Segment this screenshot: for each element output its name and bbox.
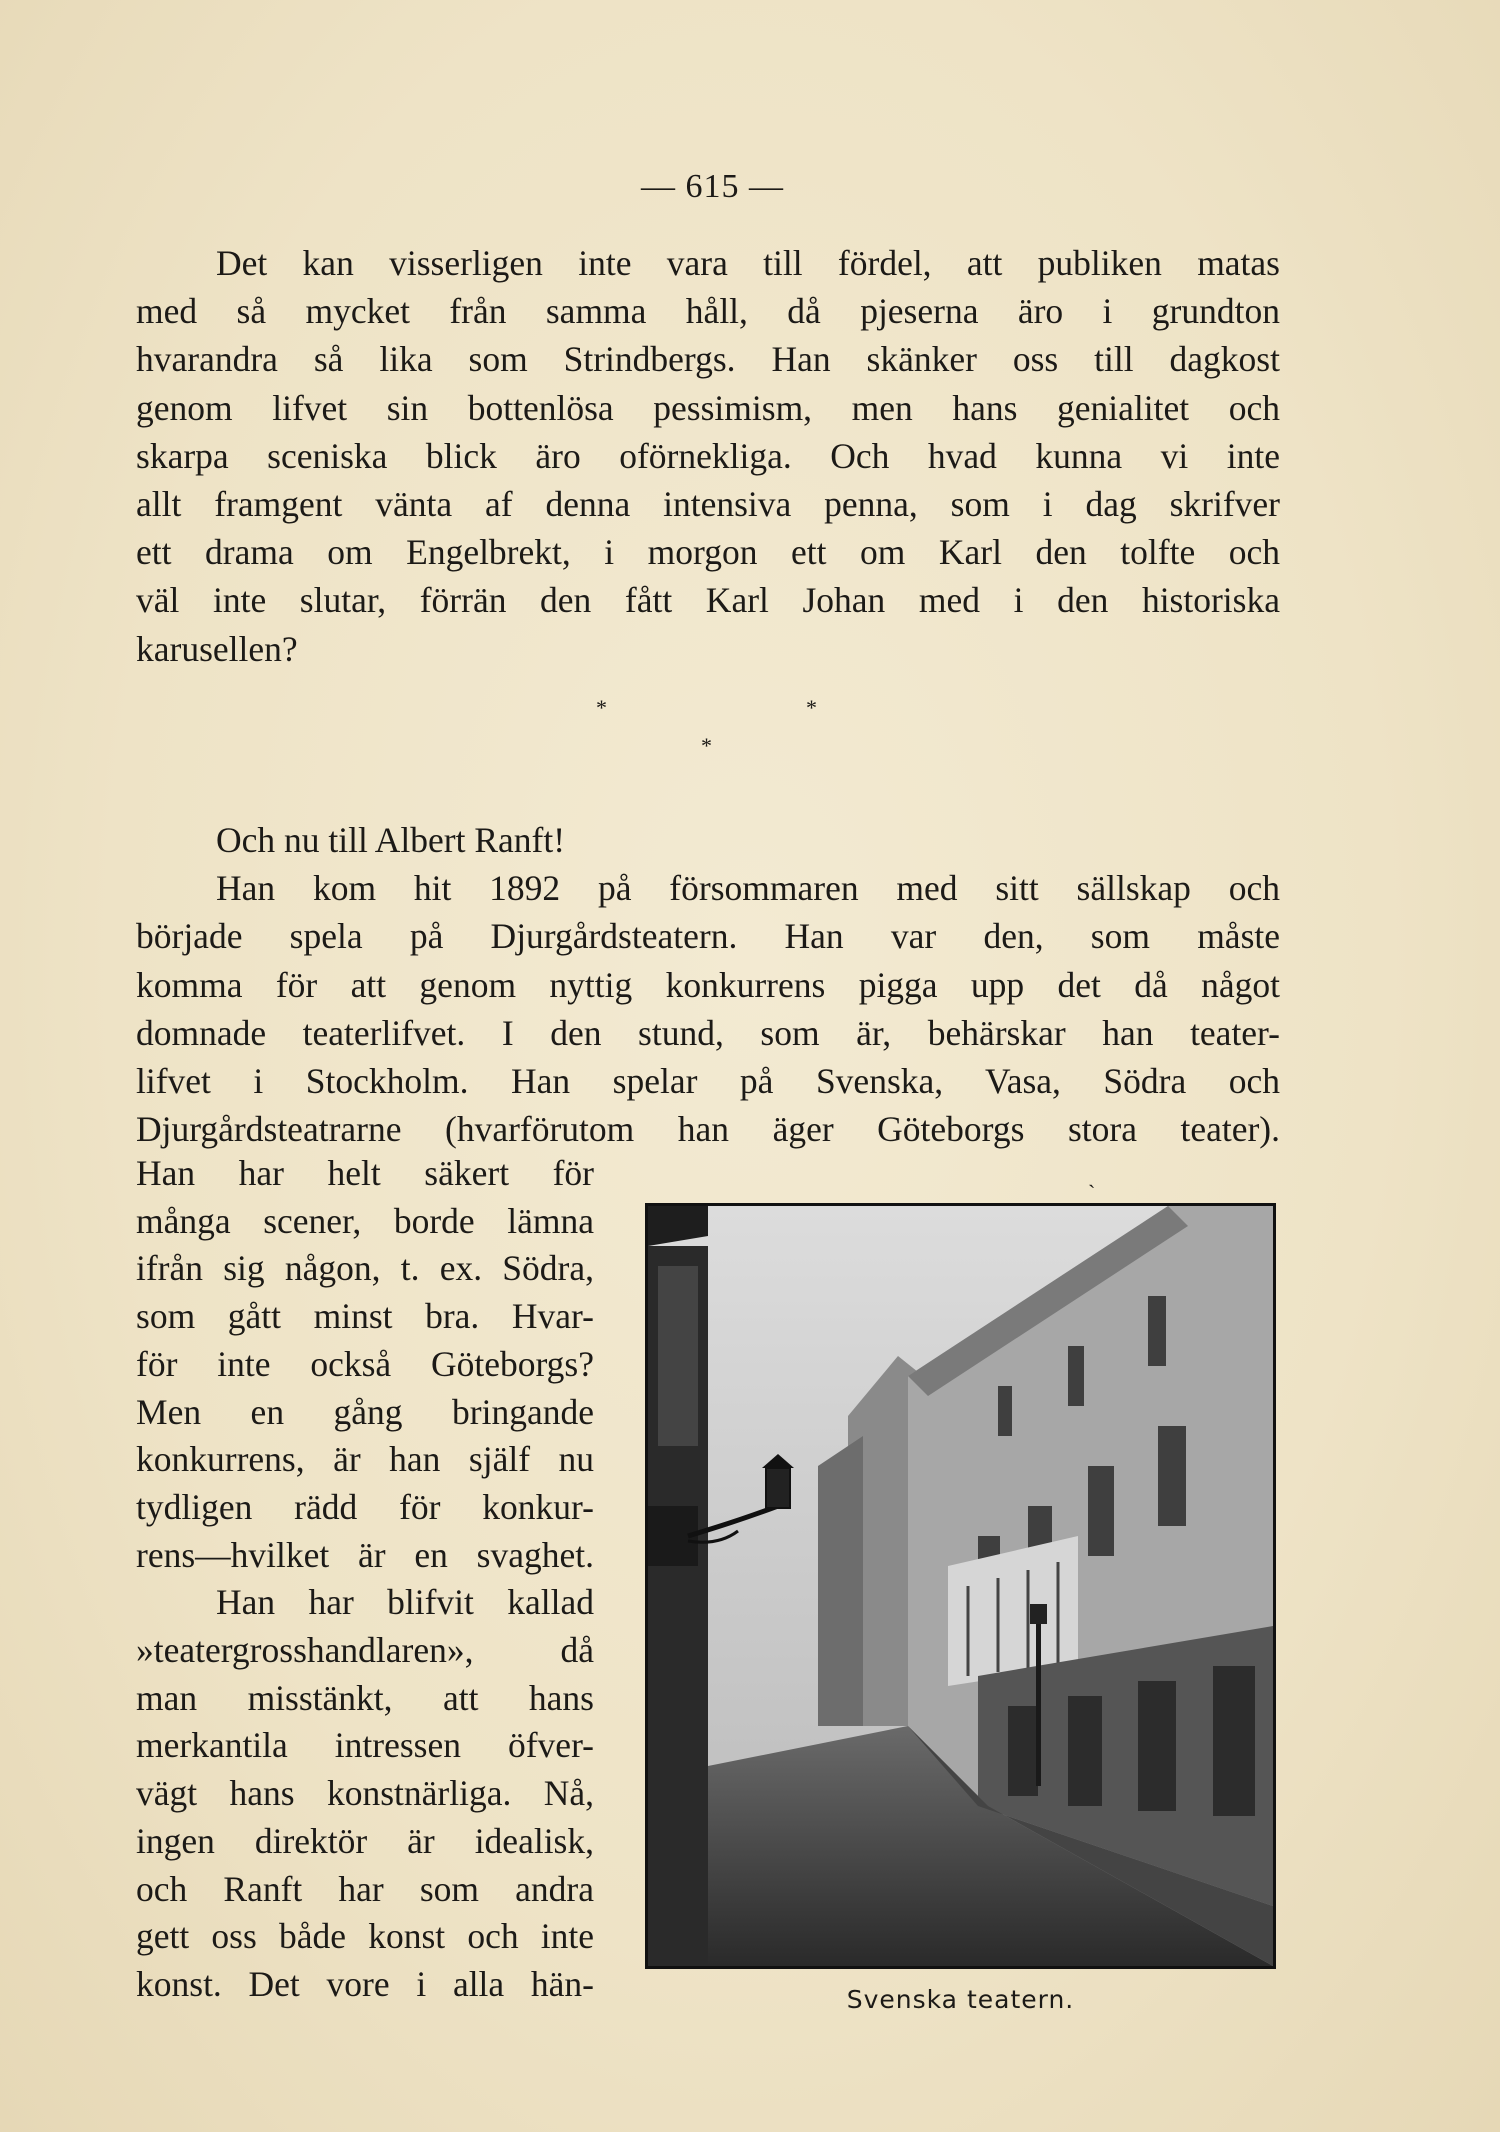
text-line: många scener, borde lämna	[136, 1200, 594, 1241]
text-line: lifvet i Stockholm. Han spelar på Svenska, Vasa, Södra och	[136, 1061, 1280, 1102]
section-divider-asterisk: *	[806, 695, 817, 720]
page-number: — 615 —	[641, 168, 784, 205]
text-line: merkantila intressen öfver-	[136, 1725, 594, 1766]
text-line: började spela på Djurgårdsteatern. Han var den, som måste	[136, 916, 1280, 957]
text-line: karusellen?	[136, 628, 298, 669]
street-photo-illustration	[648, 1206, 1273, 1966]
text-line: tydligen rädd för konkur-	[136, 1486, 594, 1527]
text-line: komma för att genom nyttig konkurrens pigga upp det då något	[136, 964, 1280, 1005]
text-line: Han kom hit 1892 på försommaren med sitt sällskap och	[216, 868, 1280, 909]
text-line: skarpa sceniska blick äro oförnekliga. Och hvad kunna vi inte	[136, 435, 1280, 476]
text-line: som gått minst bra. Hvar-	[136, 1296, 594, 1337]
text-line: väl inte slutar, förrän den fått Karl Johan med i den historiska	[136, 580, 1280, 621]
text-line: domnade teaterlifvet. I den stund, som är, behärskar han teater-	[136, 1012, 1280, 1053]
text-line: Men en gång bringande	[136, 1391, 594, 1432]
text-line: ifrån sig någon, t. ex. Södra,	[136, 1248, 594, 1289]
photo-caption: Svenska teatern.	[846, 1985, 1075, 2014]
paragraph-ranft	[136, 816, 1280, 1153]
photo-svenska-teatern	[645, 1203, 1276, 1969]
ink-mark: ˏ	[1088, 1163, 1096, 1188]
paragraph-strindberg	[136, 239, 1280, 673]
text-line: Och nu till Albert Ranft!	[216, 820, 566, 860]
text-line: Det kan visserligen inte vara till fördel, att publiken matas	[216, 243, 1280, 283]
section-divider-asterisk: *	[701, 733, 712, 758]
text-line: Han har helt säkert för	[136, 1153, 594, 1193]
text-line: »teatergrosshandlaren», då	[136, 1630, 594, 1671]
text-line: för inte också Göteborgs?	[136, 1343, 594, 1384]
text-line: ingen direktör är idealisk,	[136, 1820, 594, 1861]
text-line: allt framgent vänta af denna intensiva penna, som i dag skrifver	[136, 484, 1280, 525]
text-line: konst. Det vore i alla hän-	[136, 1963, 594, 2004]
text-line: med så mycket från samma håll, då pjeserna äro i grundton	[136, 291, 1280, 332]
text-line: gett oss både konst och inte	[136, 1916, 594, 1957]
text-line: konkurrens, är han själf nu	[136, 1439, 594, 1480]
text-line: och Ranft har som andra	[136, 1868, 594, 1909]
text-line: Djurgårdsteatrarne (hvarförutom han äger Göteborgs stora teater).	[136, 1109, 1280, 1150]
column-text	[136, 1150, 594, 2009]
text-line: Han har blifvit kallad	[216, 1582, 594, 1623]
section-divider-asterisk: *	[596, 695, 607, 720]
text-line: ett drama om Engelbrekt, i morgon ett om Karl den tolfte och	[136, 532, 1280, 573]
text-line: hvarandra så lika som Strindbergs. Han skänker oss till dagkost	[136, 339, 1280, 380]
text-line: man misstänkt, att hans	[136, 1677, 594, 1718]
text-line: rens—hvilket är en svaghet.	[136, 1534, 594, 1575]
text-line: vägt hans konstnärliga. Nå,	[136, 1773, 594, 1814]
text-line: genom lifvet sin bottenlösa pessimism, men hans genialitet och	[136, 387, 1280, 428]
